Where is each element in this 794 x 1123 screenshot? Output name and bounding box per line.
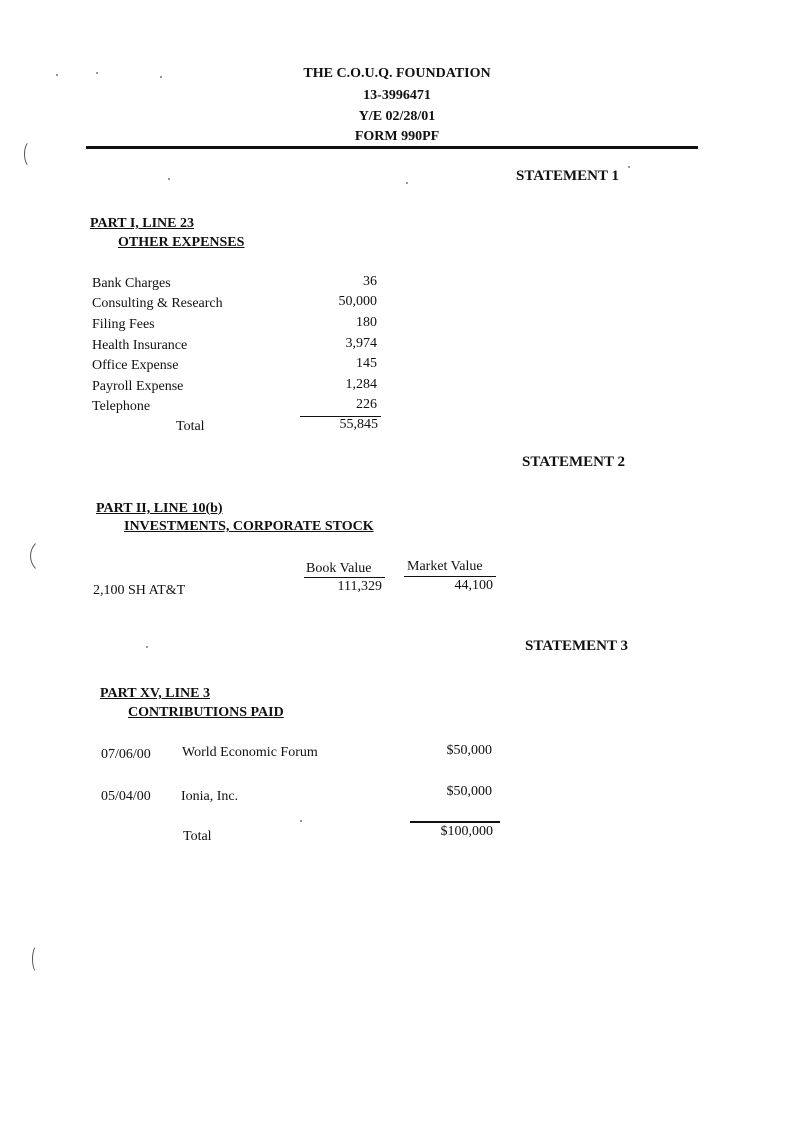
statement-3-part: PART XV, LINE 3 xyxy=(100,686,210,701)
contributions-total: $100,000 xyxy=(440,824,493,839)
punch-hole-mark xyxy=(30,538,65,574)
punch-hole-mark xyxy=(24,140,39,168)
expense-amount: 145 xyxy=(356,356,377,371)
foundation-name: THE C.O.U.Q. FOUNDATION xyxy=(303,66,491,81)
expense-amount: 36 xyxy=(363,274,377,289)
expense-name: Consulting & Research xyxy=(92,296,223,311)
scan-speck xyxy=(406,182,408,184)
punch-hole-mark xyxy=(32,945,43,973)
expense-amount: 180 xyxy=(356,315,377,330)
scan-speck xyxy=(300,820,302,822)
expense-name: Bank Charges xyxy=(92,276,171,291)
statement-2-part: PART II, LINE 10(b) xyxy=(96,501,223,516)
scan-speck xyxy=(168,178,170,180)
scan-speck xyxy=(146,646,148,648)
statement-3-label: STATEMENT 3 xyxy=(525,638,628,654)
expense-amount: 1,284 xyxy=(345,377,377,392)
expense-amount: 50,000 xyxy=(338,294,377,309)
expense-name: Office Expense xyxy=(92,358,179,373)
book-value: 111,329 xyxy=(337,579,382,594)
market-value: 44,100 xyxy=(454,578,493,593)
contributions-total-label: Total xyxy=(183,829,212,844)
statement-2-label: STATEMENT 2 xyxy=(522,454,625,470)
contribution-date: 07/06/00 xyxy=(101,747,151,762)
contribution-recipient: World Economic Forum xyxy=(182,745,318,760)
contribution-amount: $50,000 xyxy=(446,743,492,758)
book-value-header: Book Value xyxy=(306,561,372,576)
statement-2-title: INVESTMENTS, CORPORATE STOCK xyxy=(124,519,374,534)
expense-name: Payroll Expense xyxy=(92,379,184,394)
contribution-date: 05/04/00 xyxy=(101,789,151,804)
expense-name: Filing Fees xyxy=(92,317,155,332)
scan-speck xyxy=(56,74,58,76)
expense-name: Telephone xyxy=(92,399,151,414)
header-divider xyxy=(86,146,698,149)
expense-name: Health Insurance xyxy=(92,338,188,353)
year-end: Y/E 02/28/01 xyxy=(358,109,436,124)
holding-name: 2,100 SH AT&T xyxy=(93,583,186,598)
expense-total-label: Total xyxy=(176,419,205,434)
statement-1-title: OTHER EXPENSES xyxy=(118,235,245,250)
contributions-total-rule xyxy=(410,821,500,823)
ein: 13-3996471 xyxy=(363,88,431,103)
statement-3-title: CONTRIBUTIONS PAID xyxy=(128,705,284,720)
expense-amount: 226 xyxy=(356,397,377,412)
market-value-header: Market Value xyxy=(407,559,483,574)
contribution-amount: $50,000 xyxy=(446,784,492,799)
statement-1-label: STATEMENT 1 xyxy=(516,168,619,184)
statement-1-part: PART I, LINE 23 xyxy=(90,216,195,231)
scan-speck xyxy=(628,166,630,168)
market-value-rule xyxy=(404,576,496,577)
book-value-rule xyxy=(304,577,385,578)
expense-total: 55,845 xyxy=(339,417,378,432)
contribution-recipient: Ionia, Inc. xyxy=(181,789,239,804)
scan-speck xyxy=(160,76,162,78)
expense-amount: 3,974 xyxy=(345,336,377,351)
form-number: FORM 990PF xyxy=(354,129,440,144)
scan-speck xyxy=(96,72,98,74)
